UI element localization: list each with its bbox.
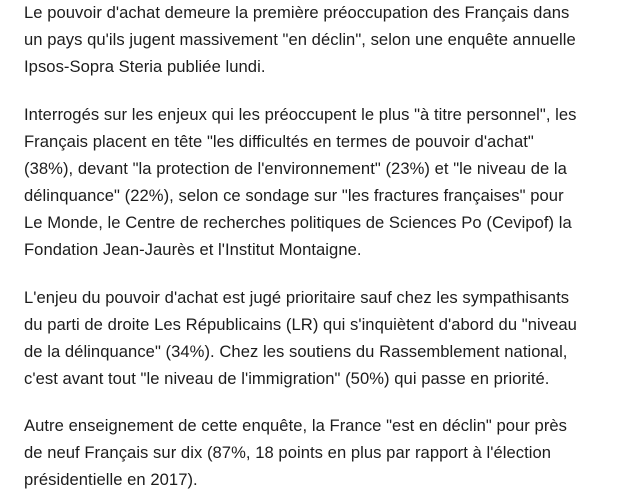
paragraph-1 xyxy=(24,0,576,80)
paragraph-line: Le pouvoir d'achat demeure la première préoccupation des Français dans xyxy=(24,3,570,22)
paragraph-line: de la délinquance" (34%). Chez les soutiens du Rassemblement national, xyxy=(24,342,568,361)
paragraph-line: de neuf Français sur dix (87%, 18 points en plus par rapport à l'élection xyxy=(24,443,552,462)
paragraph-line: un pays qu'ils jugent massivement "en déclin", selon une enquête annuelle xyxy=(24,30,576,49)
paragraph-2 xyxy=(24,101,577,263)
paragraph-4 xyxy=(24,412,567,493)
paragraph-line: L'enjeu du pouvoir d'achat est jugé prioritaire sauf chez les sympathisants xyxy=(24,288,570,307)
paragraph-line: Ipsos-Sopra Steria publiée lundi. xyxy=(24,57,266,76)
paragraph-line: c'est avant tout "le niveau de l'immigration" (50%) qui passe en priorité. xyxy=(24,369,550,388)
paragraph-line: délinquance" (22%), selon ce sondage sur "les fractures françaises" pour xyxy=(24,186,564,205)
paragraph-line: Fondation Jean-Jaurès et l'Institut Montaigne. xyxy=(24,240,362,259)
paragraph-3 xyxy=(24,284,577,392)
paragraph-line: présidentielle en 2017). xyxy=(24,470,198,489)
paragraph-line: Autre enseignement de cette enquête, la France "est en déclin" pour près xyxy=(24,416,568,435)
paragraph-line: du parti de droite Les Républicains (LR) qui s'inquiètent d'abord du "niveau xyxy=(24,315,577,334)
paragraph-line: Français placent en tête "les difficultés en termes de pouvoir d'achat" xyxy=(24,132,534,151)
paragraph-line: Interrogés sur les enjeux qui les préoccupent le plus "à titre personnel", les xyxy=(24,105,577,124)
paragraph-line: Le Monde, le Centre de recherches politiques de Sciences Po (Cevipof) la xyxy=(24,213,572,232)
paragraph-line: (38%), devant "la protection de l'environnement" (23%) et "le niveau de la xyxy=(24,159,567,178)
